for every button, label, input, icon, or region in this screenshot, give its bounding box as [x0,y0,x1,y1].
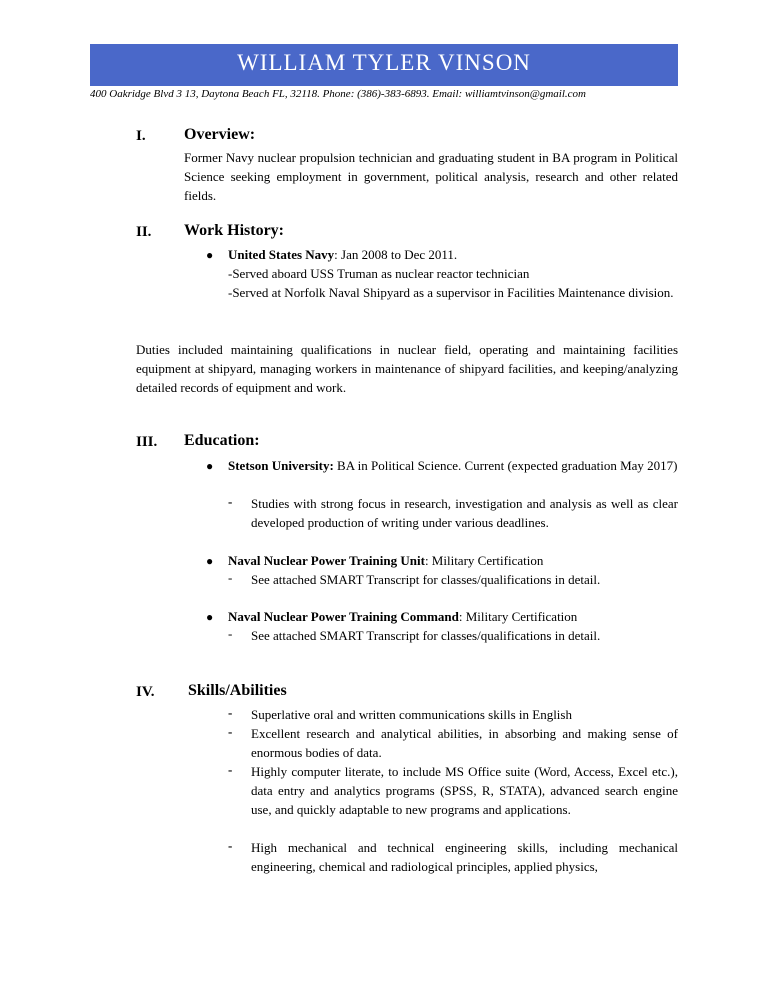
school-name: Naval Nuclear Power Training Unit [228,553,425,568]
dash-marker: - [228,838,233,853]
skill-item: Superlative oral and written communications skills in English [251,707,572,722]
contact-info: 400 Oakridge Blvd 3 13, Daytona Beach FL, 32118. Phone: (386)-383-6893. Email: williamtvinson@gmail.com [90,88,586,100]
education-item [228,607,577,626]
school-detail: BA in Political Science. Current (expected graduation May 2017) [333,458,678,473]
bullet-icon: ● [206,248,214,262]
education-item [228,456,678,475]
skill-item: Excellent research and analytical abilities, in absorbing and making sense of enormous bodies of data. [251,726,678,760]
education-item [228,551,543,570]
candidate-name: WILLIAM TYLER VINSON [237,50,531,75]
education-sub: See attached SMART Transcript for classes/qualifications in detail. [251,572,601,587]
bullet-icon: ● [206,459,214,473]
work-detail: -Served aboard USS Truman as nuclear reactor technician [228,266,530,281]
employer-name: United States Navy [228,247,335,262]
section-number: III. [136,434,158,450]
dash-marker: - [228,724,233,739]
section-number: II. [136,224,152,240]
skill-item: Highly computer literate, to include MS Office suite (Word, Access, Excel etc.), data entry and analytics programs (SPSS, R, STATA), advanced search engine use, and quickly adaptable to new programs and applications. [251,764,678,817]
section-heading-skills: Skills/Abilities [188,682,287,699]
school-name: Stetson University: [228,458,334,473]
school-name: Naval Nuclear Power Training Command [228,609,459,624]
dash-marker: - [228,626,233,641]
school-detail: : Military Certification [458,609,578,624]
work-employer-line [228,245,457,264]
dash-marker: - [228,762,233,777]
dash-marker: - [228,494,233,509]
dash-marker: - [228,705,233,720]
work-dates: : Jan 2008 to Dec 2011. [334,247,458,262]
education-sub: Studies with strong focus in research, investigation and analysis as well as clear developed production of writing under various deadlines. [251,496,678,530]
overview-text: Former Navy nuclear propulsion technician and graduating student in BA program in Political Science seeking employment in government, political analysis, research and other related fields. [184,150,678,203]
work-detail: -Served at Norfolk Naval Shipyard as a supervisor in Facilities Maintenance division. [228,285,674,300]
section-heading-education: Education: [184,432,260,449]
section-number: IV. [136,684,155,700]
bullet-icon: ● [206,610,214,624]
dash-marker: - [228,570,233,585]
section-number: I. [136,128,146,144]
skill-item: High mechanical and technical engineering skills, including mechanical engineering, chemical and radiological principles, applied physics, [251,840,678,874]
work-duties: Duties included maintaining qualifications in nuclear field, operating and maintaining facilities equipment at shipyard, managing workers in maintenance of shipyard facilities, and keeping/analyzing detailed records of equipment and work. [136,342,678,395]
section-heading-work: Work History: [184,222,284,239]
section-heading-overview: Overview: [184,126,256,143]
bullet-icon: ● [206,554,214,568]
education-sub: See attached SMART Transcript for classes/qualifications in detail. [251,628,601,643]
school-detail: : Military Certification [424,553,544,568]
